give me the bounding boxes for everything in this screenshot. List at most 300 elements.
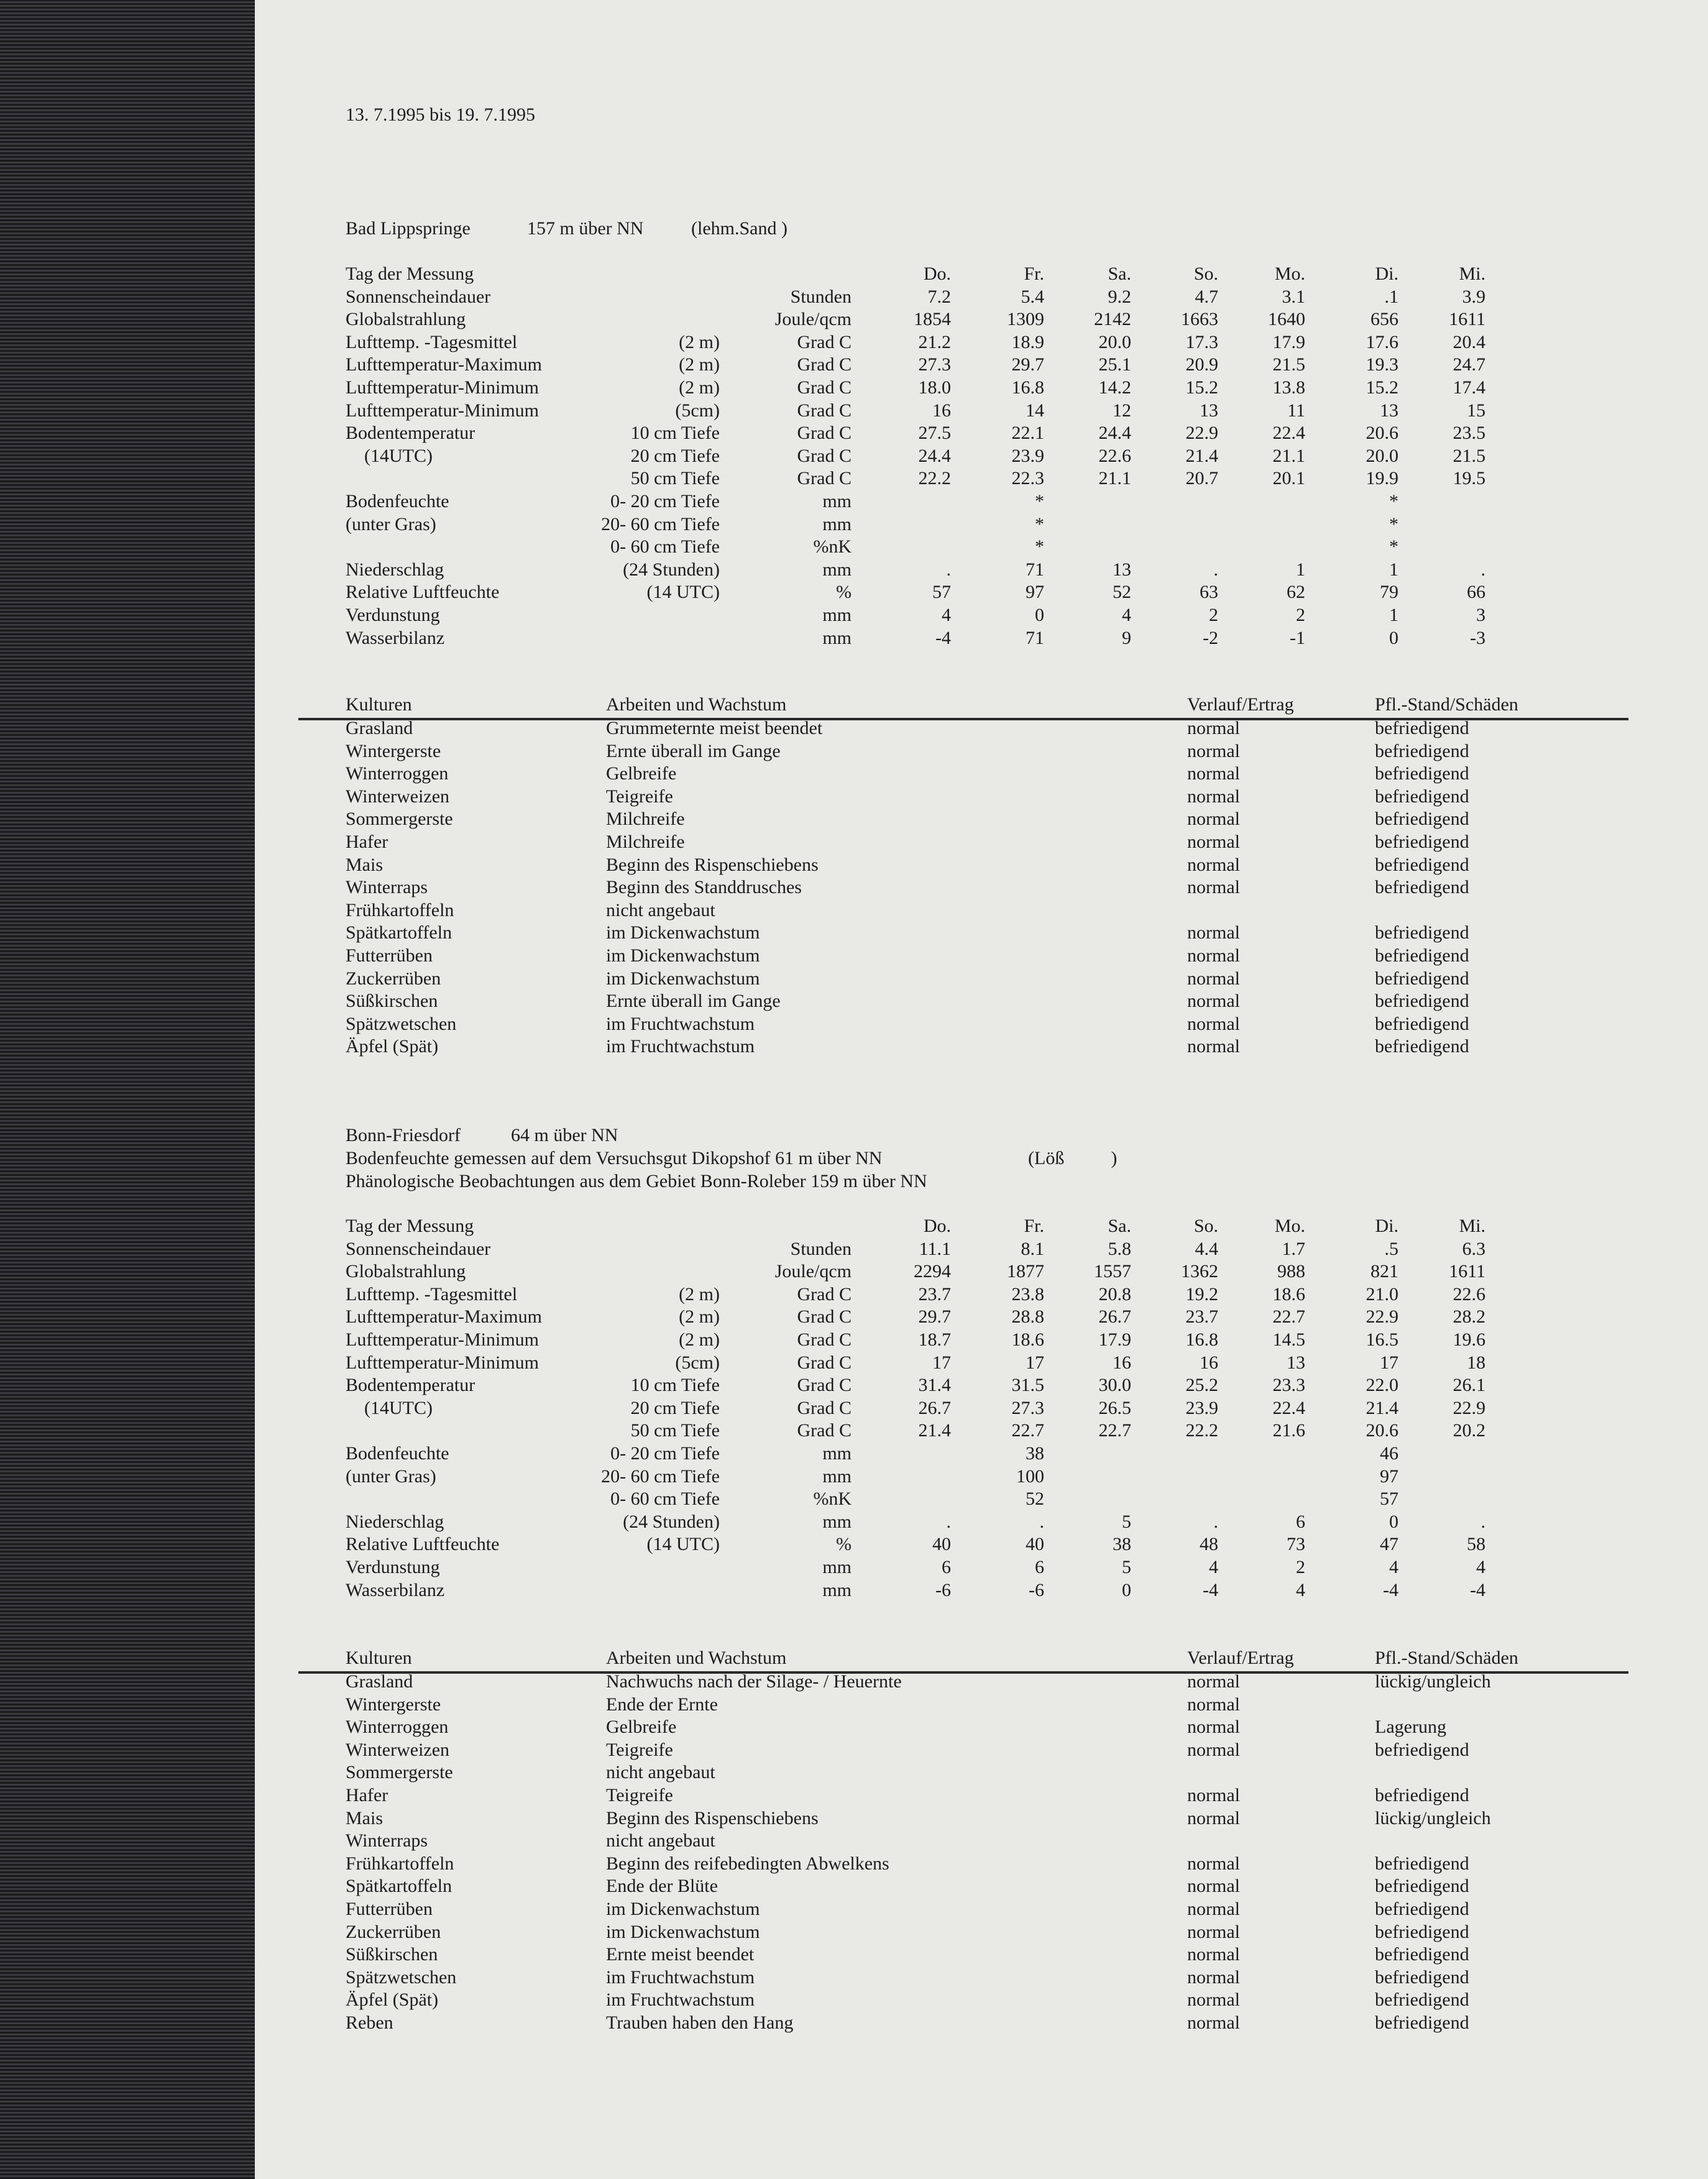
weather-value-day-2: 27.3 — [1011, 1397, 1044, 1418]
crop-course: normal — [1187, 1899, 1240, 1919]
crop-state: befriedigend — [1375, 1989, 1469, 2011]
weather-subfield: 0- 60 cm Tiefe — [610, 536, 720, 557]
weather-value-day-5: 1.7 — [1282, 1238, 1305, 1259]
weather-value-day-3: Sa. — [1108, 264, 1131, 284]
weather-value-day-3: 9 — [1122, 627, 1131, 648]
crop-work: im Fruchtwachstum — [606, 1966, 755, 1988]
weather-value-day-6: * — [1389, 513, 1398, 534]
weather-value-day-5: 23.3 — [1272, 1375, 1305, 1396]
weather-label: Tag der Messung — [346, 1216, 474, 1236]
crop-work: Beginn des Rispenschiebens — [606, 854, 819, 875]
weather-subfield: 50 cm Tiefe — [630, 468, 720, 489]
crop-row — [0, 1921, 1708, 1944]
weather-label: Verdunstung — [346, 605, 440, 625]
crop-row — [0, 1761, 1708, 1784]
weather-unit: mm — [822, 559, 852, 580]
weather-label: Bodenfeuchte — [346, 1443, 449, 1464]
weather-unit: %nK — [813, 1489, 852, 1510]
weather-value-day-7: 18 — [1467, 1352, 1485, 1373]
weather-label: Bodentemperatur — [346, 1375, 475, 1396]
crop-name: Spätkartoffeln — [346, 1876, 452, 1897]
crop-row — [0, 717, 1708, 740]
crop-state: befriedigend — [1375, 1921, 1469, 1942]
weather-unit: mm — [822, 627, 852, 648]
crop-work: nicht angebaut — [606, 899, 715, 920]
weather-value-day-4: 2 — [1209, 605, 1218, 625]
crop-row — [0, 1671, 1708, 1694]
crop-course: normal — [1187, 1966, 1240, 1988]
weather-row — [0, 1533, 1708, 1556]
weather-subfield: 20- 60 cm Tiefe — [601, 513, 720, 534]
weather-value-day-5: 20.1 — [1272, 468, 1305, 489]
weather-value-day-6: -4 — [1383, 1579, 1398, 1600]
station2-soil-line: Bodenfeuchte gemessen auf dem Versuchsgut Dikopshof 61 m über NN — [346, 1148, 883, 1168]
weather-value-day-5: Mo. — [1274, 1216, 1305, 1236]
station1-elevation: 157 m über NN — [527, 218, 644, 239]
crops-header-kulturen: Kulturen — [346, 694, 412, 715]
crop-course: normal — [1187, 1989, 1240, 2011]
weather-unit: Stunden — [790, 1238, 852, 1259]
crop-work: Ende der Blüte — [606, 1876, 718, 1897]
weather-label: Lufttemperatur-Minimum — [346, 400, 539, 421]
weather-value-day-3: 5.8 — [1108, 1238, 1131, 1259]
weather-value-day-6: .5 — [1384, 1238, 1398, 1259]
weather-value-day-5: 11 — [1287, 400, 1305, 421]
crops-header-arbeiten: Arbeiten und Wachstum — [606, 1648, 787, 1668]
period-title: 13. 7.1995 bis 19. 7.1995 — [346, 104, 536, 125]
weather-value-day-5: 21.5 — [1272, 354, 1305, 375]
crop-state: befriedigend — [1375, 1876, 1469, 1897]
weather-value-day-7: 3.9 — [1462, 286, 1485, 307]
crop-course: normal — [1187, 945, 1240, 966]
crops-header-verlauf: Verlauf/Ertrag — [1187, 694, 1294, 715]
weather-value-day-6: 0 — [1389, 1511, 1398, 1532]
crop-row — [0, 1943, 1708, 1966]
weather-value-day-6: 47 — [1380, 1534, 1398, 1555]
crop-state: befriedigend — [1375, 922, 1469, 943]
weather-subfield: 0- 20 cm Tiefe — [610, 1443, 720, 1464]
weather-unit: mm — [822, 605, 852, 625]
weather-subfield: (5cm) — [675, 400, 720, 421]
crop-name: Sommergerste — [346, 1762, 453, 1783]
weather-row — [0, 1420, 1708, 1443]
weather-unit: Grad C — [797, 1352, 852, 1373]
weather-row — [0, 536, 1708, 559]
weather-value-day-5: Mo. — [1274, 264, 1305, 284]
crop-work: Ernte meist beendet — [606, 1944, 755, 1965]
weather-value-day-4: 23.7 — [1185, 1306, 1218, 1328]
weather-row — [0, 559, 1708, 582]
crop-work: Nachwuchs nach der Silage- / Heuernte — [606, 1671, 902, 1692]
crop-work: nicht angebaut — [606, 1762, 715, 1783]
crop-row — [0, 1898, 1708, 1921]
weather-value-day-5: 4 — [1296, 1579, 1305, 1600]
weather-unit: Grad C — [797, 1306, 852, 1328]
crop-work: im Fruchtwachstum — [606, 1036, 755, 1057]
weather-row — [0, 1352, 1708, 1375]
weather-value-day-7: 19.5 — [1453, 468, 1485, 489]
weather-value-day-3: 20.0 — [1098, 331, 1131, 352]
weather-row — [0, 1238, 1708, 1261]
weather-value-day-2: 22.3 — [1011, 468, 1044, 489]
crop-state: lückig/ungleich — [1375, 1807, 1491, 1828]
weather-subfield: (24 Stunden) — [623, 559, 720, 580]
station1-name: Bad Lippspringe — [346, 218, 471, 239]
crop-course: normal — [1187, 1921, 1240, 1942]
crop-state: befriedigend — [1375, 1944, 1469, 1965]
crop-name: Zuckerrüben — [346, 1921, 441, 1942]
weather-value-day-2: 1877 — [1007, 1261, 1044, 1282]
crop-work: Ernte überall im Gange — [606, 740, 781, 761]
weather-label: Tag der Messung — [346, 264, 474, 284]
weather-value-day-1: 2294 — [914, 1261, 951, 1282]
weather-label: Niederschlag — [346, 1511, 444, 1532]
crop-name: Grasland — [346, 1671, 413, 1692]
crops-header-kulturen: Kulturen — [346, 1648, 412, 1668]
weather-unit: Grad C — [797, 445, 852, 466]
crop-course: normal — [1187, 1013, 1240, 1034]
weather-unit: mm — [822, 1579, 852, 1600]
weather-unit: mm — [822, 513, 852, 534]
weather-value-day-6: 1 — [1389, 605, 1398, 625]
crop-row — [0, 945, 1708, 968]
weather-subfield: (2 m) — [679, 331, 720, 352]
weather-value-day-3: 25.1 — [1098, 354, 1131, 375]
crop-state: befriedigend — [1375, 991, 1469, 1012]
weather-value-day-2: -6 — [1029, 1579, 1044, 1600]
weather-label: (unter Gras) — [346, 513, 436, 534]
crop-row — [0, 1013, 1708, 1036]
station2-crops-header — [0, 1647, 1708, 1670]
weather-row — [0, 490, 1708, 513]
weather-value-day-1: 57 — [932, 582, 951, 603]
weather-value-day-4: 1362 — [1181, 1261, 1218, 1282]
weather-value-day-6: 821 — [1371, 1261, 1398, 1282]
weather-value-day-1: . — [946, 559, 951, 580]
weather-value-day-7: 4 — [1476, 1557, 1485, 1577]
weather-value-day-2: 31.5 — [1011, 1375, 1044, 1396]
weather-subfield: 0- 60 cm Tiefe — [610, 1489, 720, 1510]
crop-state: befriedigend — [1375, 1853, 1469, 1874]
weather-value-day-6: 4 — [1389, 1557, 1398, 1577]
weather-value-day-4: 20.9 — [1185, 354, 1218, 375]
weather-value-day-6: 1 — [1389, 559, 1398, 580]
weather-value-day-6: 22.0 — [1366, 1375, 1398, 1396]
weather-row — [0, 1511, 1708, 1534]
weather-row — [0, 1374, 1708, 1397]
weather-value-day-7: Mi. — [1459, 264, 1485, 284]
weather-unit: mm — [822, 1443, 852, 1464]
weather-value-day-7: 20.4 — [1453, 331, 1485, 352]
crop-name: Mais — [346, 1807, 383, 1828]
weather-value-day-3: 26.7 — [1098, 1306, 1131, 1328]
weather-value-day-1: 18.7 — [918, 1329, 951, 1350]
weather-label: Niederschlag — [346, 559, 444, 580]
weather-value-day-3: Sa. — [1108, 1216, 1131, 1236]
weather-row — [0, 286, 1708, 309]
weather-value-day-2: 18.6 — [1011, 1329, 1044, 1350]
crop-row — [0, 1853, 1708, 1876]
crop-name: Frühkartoffeln — [346, 1853, 454, 1874]
weather-unit: mm — [822, 1511, 852, 1532]
crop-row — [0, 1694, 1708, 1717]
station2-elevation: 64 m über NN — [511, 1125, 618, 1145]
weather-value-day-2: 52 — [1026, 1489, 1044, 1510]
weather-value-day-1: 11.1 — [919, 1238, 951, 1259]
weather-value-day-4: . — [1213, 559, 1218, 580]
weather-label: Relative Luftfeuchte — [346, 582, 500, 603]
weather-label: Lufttemperatur-Minimum — [346, 1329, 539, 1350]
weather-value-day-2: 40 — [1026, 1534, 1044, 1555]
weather-value-day-4: 22.9 — [1185, 423, 1218, 444]
weather-value-day-4: 13 — [1200, 400, 1218, 421]
weather-value-day-3: 17.9 — [1098, 1329, 1131, 1350]
crops-header-arbeiten: Arbeiten und Wachstum — [606, 694, 787, 715]
weather-value-day-4: 23.9 — [1185, 1397, 1218, 1418]
weather-value-day-1: -6 — [935, 1579, 951, 1600]
weather-value-day-3: 38 — [1113, 1534, 1131, 1555]
crop-state: befriedigend — [1375, 718, 1469, 738]
weather-subfield: (2 m) — [679, 354, 720, 375]
weather-value-day-7: . — [1481, 559, 1485, 580]
weather-value-day-4: -2 — [1203, 627, 1218, 648]
weather-value-day-5: 73 — [1287, 1534, 1305, 1555]
weather-value-day-7: 1611 — [1449, 309, 1485, 330]
crop-work: im Dickenwachstum — [606, 922, 760, 943]
crop-name: Winterraps — [346, 1830, 428, 1851]
weather-unit: Grad C — [797, 354, 852, 375]
weather-label: Lufttemp. -Tagesmittel — [346, 331, 518, 352]
crop-state: befriedigend — [1375, 945, 1469, 966]
weather-value-day-7: 26.1 — [1453, 1375, 1485, 1396]
crop-state: lückig/ungleich — [1375, 1671, 1491, 1692]
weather-value-day-5: 22.4 — [1272, 1397, 1305, 1418]
weather-subfield: (2 m) — [679, 377, 720, 398]
crop-row — [0, 1830, 1708, 1853]
weather-value-day-3: 2142 — [1094, 309, 1131, 330]
crop-row — [0, 876, 1708, 899]
weather-value-day-1: 29.7 — [918, 1306, 951, 1328]
weather-value-day-2: 16.8 — [1011, 377, 1044, 398]
weather-value-day-5: 1640 — [1268, 309, 1305, 330]
crop-course: normal — [1187, 922, 1240, 943]
weather-value-day-1: 22.2 — [918, 468, 951, 489]
weather-value-day-6: 22.9 — [1366, 1306, 1398, 1328]
crop-course: normal — [1187, 718, 1240, 738]
weather-label: Lufttemperatur-Minimum — [346, 1352, 539, 1373]
weather-unit: Joule/qcm — [774, 309, 852, 330]
weather-row — [0, 445, 1708, 468]
crop-name: Äpfel (Spät) — [346, 1989, 439, 2011]
weather-value-day-4: 22.2 — [1185, 1420, 1218, 1441]
weather-row — [0, 467, 1708, 490]
weather-value-day-5: 21.6 — [1272, 1420, 1305, 1441]
crops-header-stand: Pfl.-Stand/Schäden — [1375, 694, 1518, 715]
weather-value-day-4: 20.7 — [1185, 468, 1218, 489]
weather-value-day-5: 14.5 — [1272, 1329, 1305, 1350]
weather-subfield: (2 m) — [679, 1283, 720, 1305]
weather-value-day-4: 17.3 — [1185, 331, 1218, 352]
crop-row — [0, 2012, 1708, 2035]
crop-work: Grummeternte meist beendet — [606, 718, 823, 738]
weather-value-day-2: 22.1 — [1011, 423, 1044, 444]
weather-unit: Stunden — [790, 286, 852, 307]
crop-row — [0, 1716, 1708, 1739]
weather-row — [0, 1556, 1708, 1579]
weather-subfield: 50 cm Tiefe — [630, 1420, 720, 1441]
weather-value-day-5: 21.1 — [1272, 445, 1305, 466]
weather-label: Lufttemperatur-Maximum — [346, 1306, 542, 1328]
crop-work: Milchreife — [606, 809, 685, 830]
crop-course: normal — [1187, 991, 1240, 1012]
weather-value-day-6: 16.5 — [1366, 1329, 1398, 1350]
weather-row — [0, 627, 1708, 650]
crops-header-stand: Pfl.-Stand/Schäden — [1375, 1648, 1518, 1668]
weather-value-day-2: Fr. — [1024, 264, 1044, 284]
crop-state: befriedigend — [1375, 877, 1469, 898]
weather-value-day-5: 1 — [1296, 559, 1305, 580]
weather-value-day-1: 31.4 — [918, 1375, 951, 1396]
crop-name: Wintergerste — [346, 1694, 441, 1715]
weather-label: Sonnenscheindauer — [346, 286, 491, 307]
weather-value-day-5: 22.7 — [1272, 1306, 1305, 1328]
weather-value-day-1: -4 — [935, 627, 951, 648]
crop-course: normal — [1187, 1876, 1240, 1897]
crop-work: Teigreife — [606, 786, 673, 807]
crop-course: normal — [1187, 1807, 1240, 1828]
weather-row — [0, 1579, 1708, 1602]
crop-work: im Dickenwachstum — [606, 1899, 760, 1919]
weather-value-day-2: 100 — [1016, 1466, 1044, 1487]
weather-value-day-7: 21.5 — [1453, 445, 1485, 466]
crop-state: befriedigend — [1375, 1966, 1469, 1988]
station2-soil-type: (Löß ) — [1028, 1148, 1118, 1168]
weather-subfield: 10 cm Tiefe — [630, 423, 720, 444]
crop-name: Wintergerste — [346, 740, 441, 761]
weather-row — [0, 354, 1708, 377]
weather-value-day-4: 4.7 — [1195, 286, 1218, 307]
weather-value-day-1: Do. — [923, 264, 951, 284]
crop-name: Spätzwetschen — [346, 1013, 457, 1034]
weather-row — [0, 308, 1708, 331]
weather-value-day-7: 58 — [1467, 1534, 1485, 1555]
weather-value-day-7: 28.2 — [1453, 1306, 1485, 1328]
weather-subfield: (24 Stunden) — [623, 1511, 720, 1532]
weather-value-day-6: Di. — [1375, 264, 1398, 284]
weather-label: Sonnenscheindauer — [346, 1238, 491, 1259]
crop-row — [0, 899, 1708, 922]
crop-row — [0, 968, 1708, 991]
weather-value-day-3: 16 — [1113, 1352, 1131, 1373]
weather-value-day-1: 21.4 — [918, 1420, 951, 1441]
weather-unit: mm — [822, 1557, 852, 1577]
crop-course: normal — [1187, 1944, 1240, 1965]
weather-value-day-1: 40 — [932, 1534, 951, 1555]
weather-subfield: (2 m) — [679, 1306, 720, 1328]
crop-work: Teigreife — [606, 1785, 673, 1805]
crop-work: im Fruchtwachstum — [606, 1989, 755, 2011]
weather-value-day-4: . — [1213, 1511, 1218, 1532]
weather-row — [0, 1488, 1708, 1511]
weather-row — [0, 400, 1708, 423]
weather-value-day-5: 13 — [1287, 1352, 1305, 1373]
weather-value-day-3: 14.2 — [1098, 377, 1131, 398]
weather-value-day-6: * — [1389, 491, 1398, 511]
weather-subfield: 10 cm Tiefe — [630, 1375, 720, 1396]
weather-value-day-2: 8.1 — [1021, 1238, 1044, 1259]
crop-name: Grasland — [346, 718, 413, 738]
crop-course: normal — [1187, 854, 1240, 875]
weather-value-day-5: -1 — [1290, 627, 1305, 648]
weather-value-day-5: 13.8 — [1272, 377, 1305, 398]
weather-value-day-6: 20.6 — [1366, 1420, 1398, 1441]
crop-work: Gelbreife — [606, 1717, 677, 1738]
crop-name: Winterweizen — [346, 1739, 450, 1760]
crop-state: befriedigend — [1375, 809, 1469, 830]
crop-name: Äpfel (Spät) — [346, 1036, 439, 1057]
weather-value-day-2: 5.4 — [1021, 286, 1044, 307]
weather-value-day-2: 23.9 — [1011, 445, 1044, 466]
crop-row — [0, 854, 1708, 877]
weather-value-day-6: 21.4 — [1366, 1397, 1398, 1418]
weather-value-day-4: 16.8 — [1185, 1329, 1218, 1350]
crop-row — [0, 922, 1708, 945]
weather-value-day-4: 4.4 — [1195, 1238, 1218, 1259]
weather-value-day-4: 21.4 — [1185, 445, 1218, 466]
crop-row — [0, 740, 1708, 763]
weather-row — [0, 422, 1708, 445]
weather-value-day-6: 21.0 — [1366, 1283, 1398, 1305]
crop-row — [0, 1966, 1708, 1989]
weather-value-day-2: . — [1039, 1511, 1044, 1532]
weather-label: Verdunstung — [346, 1557, 440, 1577]
weather-label: Bodentemperatur — [346, 423, 475, 444]
weather-value-day-6: 19.9 — [1366, 468, 1398, 489]
crop-row — [0, 990, 1708, 1013]
weather-subfield: (14 UTC) — [646, 582, 720, 603]
crop-row — [0, 831, 1708, 854]
weather-value-day-4: 48 — [1200, 1534, 1218, 1555]
weather-value-day-3: 12 — [1113, 400, 1131, 421]
crop-state: befriedigend — [1375, 832, 1469, 852]
crop-name: Zuckerrüben — [346, 968, 441, 989]
crop-state: befriedigend — [1375, 854, 1469, 875]
crop-course: normal — [1187, 763, 1240, 784]
weather-value-day-1: . — [946, 1511, 951, 1532]
crops-header-verlauf: Verlauf/Ertrag — [1187, 1648, 1294, 1668]
crop-state: befriedigend — [1375, 1899, 1469, 1919]
crop-work: Milchreife — [606, 832, 685, 852]
weather-value-day-1: 27.5 — [918, 423, 951, 444]
weather-unit: % — [836, 1534, 852, 1555]
crop-name: Süßkirschen — [346, 991, 438, 1012]
weather-unit: Grad C — [797, 423, 852, 444]
weather-value-day-7: 22.9 — [1453, 1397, 1485, 1418]
station1-crops-header — [0, 694, 1708, 717]
crop-course: normal — [1187, 968, 1240, 989]
crop-state: Lagerung — [1375, 1717, 1446, 1738]
crop-state: befriedigend — [1375, 740, 1469, 761]
weather-value-day-6: 19.3 — [1366, 354, 1398, 375]
weather-value-day-1: 7.2 — [927, 286, 951, 307]
weather-value-day-5: 17.9 — [1272, 331, 1305, 352]
weather-value-day-7: 19.6 — [1453, 1329, 1485, 1350]
weather-value-day-3: 52 — [1113, 582, 1131, 603]
weather-value-day-6: 20.6 — [1366, 423, 1398, 444]
weather-value-day-7: 15 — [1467, 400, 1485, 421]
weather-value-day-1: 16 — [932, 400, 951, 421]
weather-unit: % — [836, 582, 852, 603]
